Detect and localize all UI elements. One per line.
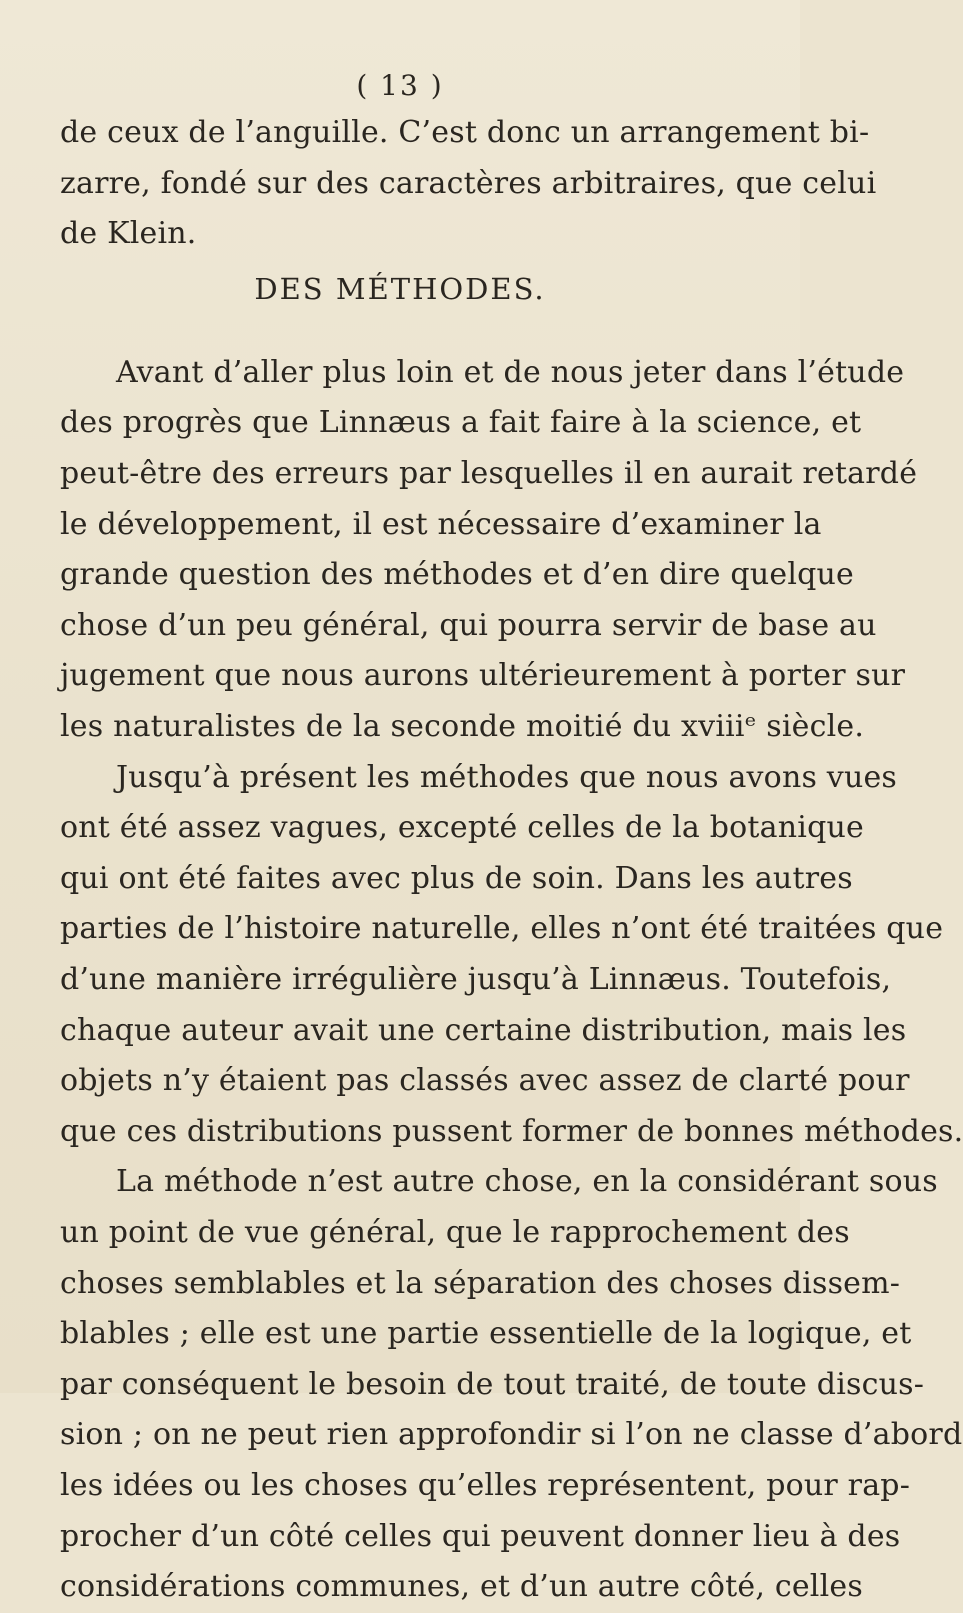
paragraph-line: objets n’y étaient pas classés avec assez de clarté pour — [60, 1063, 910, 1098]
paragraph-line: les naturalistes de la seconde moitié du xviiiᵉ siècle. — [60, 709, 865, 744]
paragraph-line: un point de vue général, que le rapprochement des — [60, 1215, 850, 1250]
paragraph-line: chose d’un peu général, qui pourra servir de base au — [60, 608, 877, 643]
paragraph-line: Avant d’aller plus loin et de nous jeter dans l’étude — [116, 355, 905, 390]
paragraph-line: La méthode n’est autre chose, en la considérant sous — [116, 1164, 938, 1199]
paragraph-line: blables ; elle est une partie essentielle de la logique, et — [60, 1316, 912, 1351]
section-heading: DES MÉTHODES. — [254, 271, 546, 306]
paragraph-line: que ces distributions pussent former de bonnes méthodes. — [60, 1114, 963, 1149]
paragraph-line: choses semblables et la séparation des choses dissem- — [60, 1266, 901, 1301]
paragraph-line: par conséquent le besoin de tout traité, de toute discus- — [60, 1367, 925, 1402]
paragraph-line: jugement que nous aurons ultérieurement à porter sur — [60, 658, 906, 693]
paragraph-line: d’une manière irrégulière jusqu’à Linnæus. Toutefois, — [60, 962, 892, 997]
paragraph-line: parties de l’histoire naturelle, elles n’ont été traitées que — [60, 911, 944, 946]
text-line: de Klein. — [60, 216, 197, 251]
paragraph-line: considérations communes, et d’un autre côté, celles — [60, 1569, 863, 1604]
paragraph-line: peut-être des erreurs par lesquelles il en aurait retardé — [60, 456, 918, 491]
paragraph-line: les idées ou les choses qu’elles représentent, pour rap- — [60, 1468, 911, 1503]
paragraph-line: sion ; on ne peut rien approfondir si l’on ne classe d’abord — [60, 1417, 963, 1452]
paragraph-line: Jusqu’à présent les méthodes que nous avons vues — [116, 760, 898, 795]
paragraph-line: des progrès que Linnæus a fait faire à la science, et — [60, 405, 862, 440]
paragraph-line: grande question des méthodes et d’en dire quelque — [60, 557, 854, 592]
text-line: de ceux de l’anguille. C’est donc un arrangement bi- — [60, 115, 870, 150]
paragraph-line: chaque auteur avait une certaine distribution, mais les — [60, 1013, 907, 1048]
text-line: zarre, fondé sur des caractères arbitraires, que celui — [60, 166, 877, 201]
paragraph-line: le développement, il est nécessaire d’examiner la — [60, 507, 822, 542]
paragraph-line: ont été assez vagues, excepté celles de la botanique — [60, 810, 864, 845]
paragraph-line: qui ont été faites avec plus de soin. Dans les autres — [60, 861, 853, 896]
paragraph-line: procher d’un côté celles qui peuvent donner lieu à des — [60, 1519, 901, 1554]
page-number: ( 13 ) — [356, 69, 444, 102]
